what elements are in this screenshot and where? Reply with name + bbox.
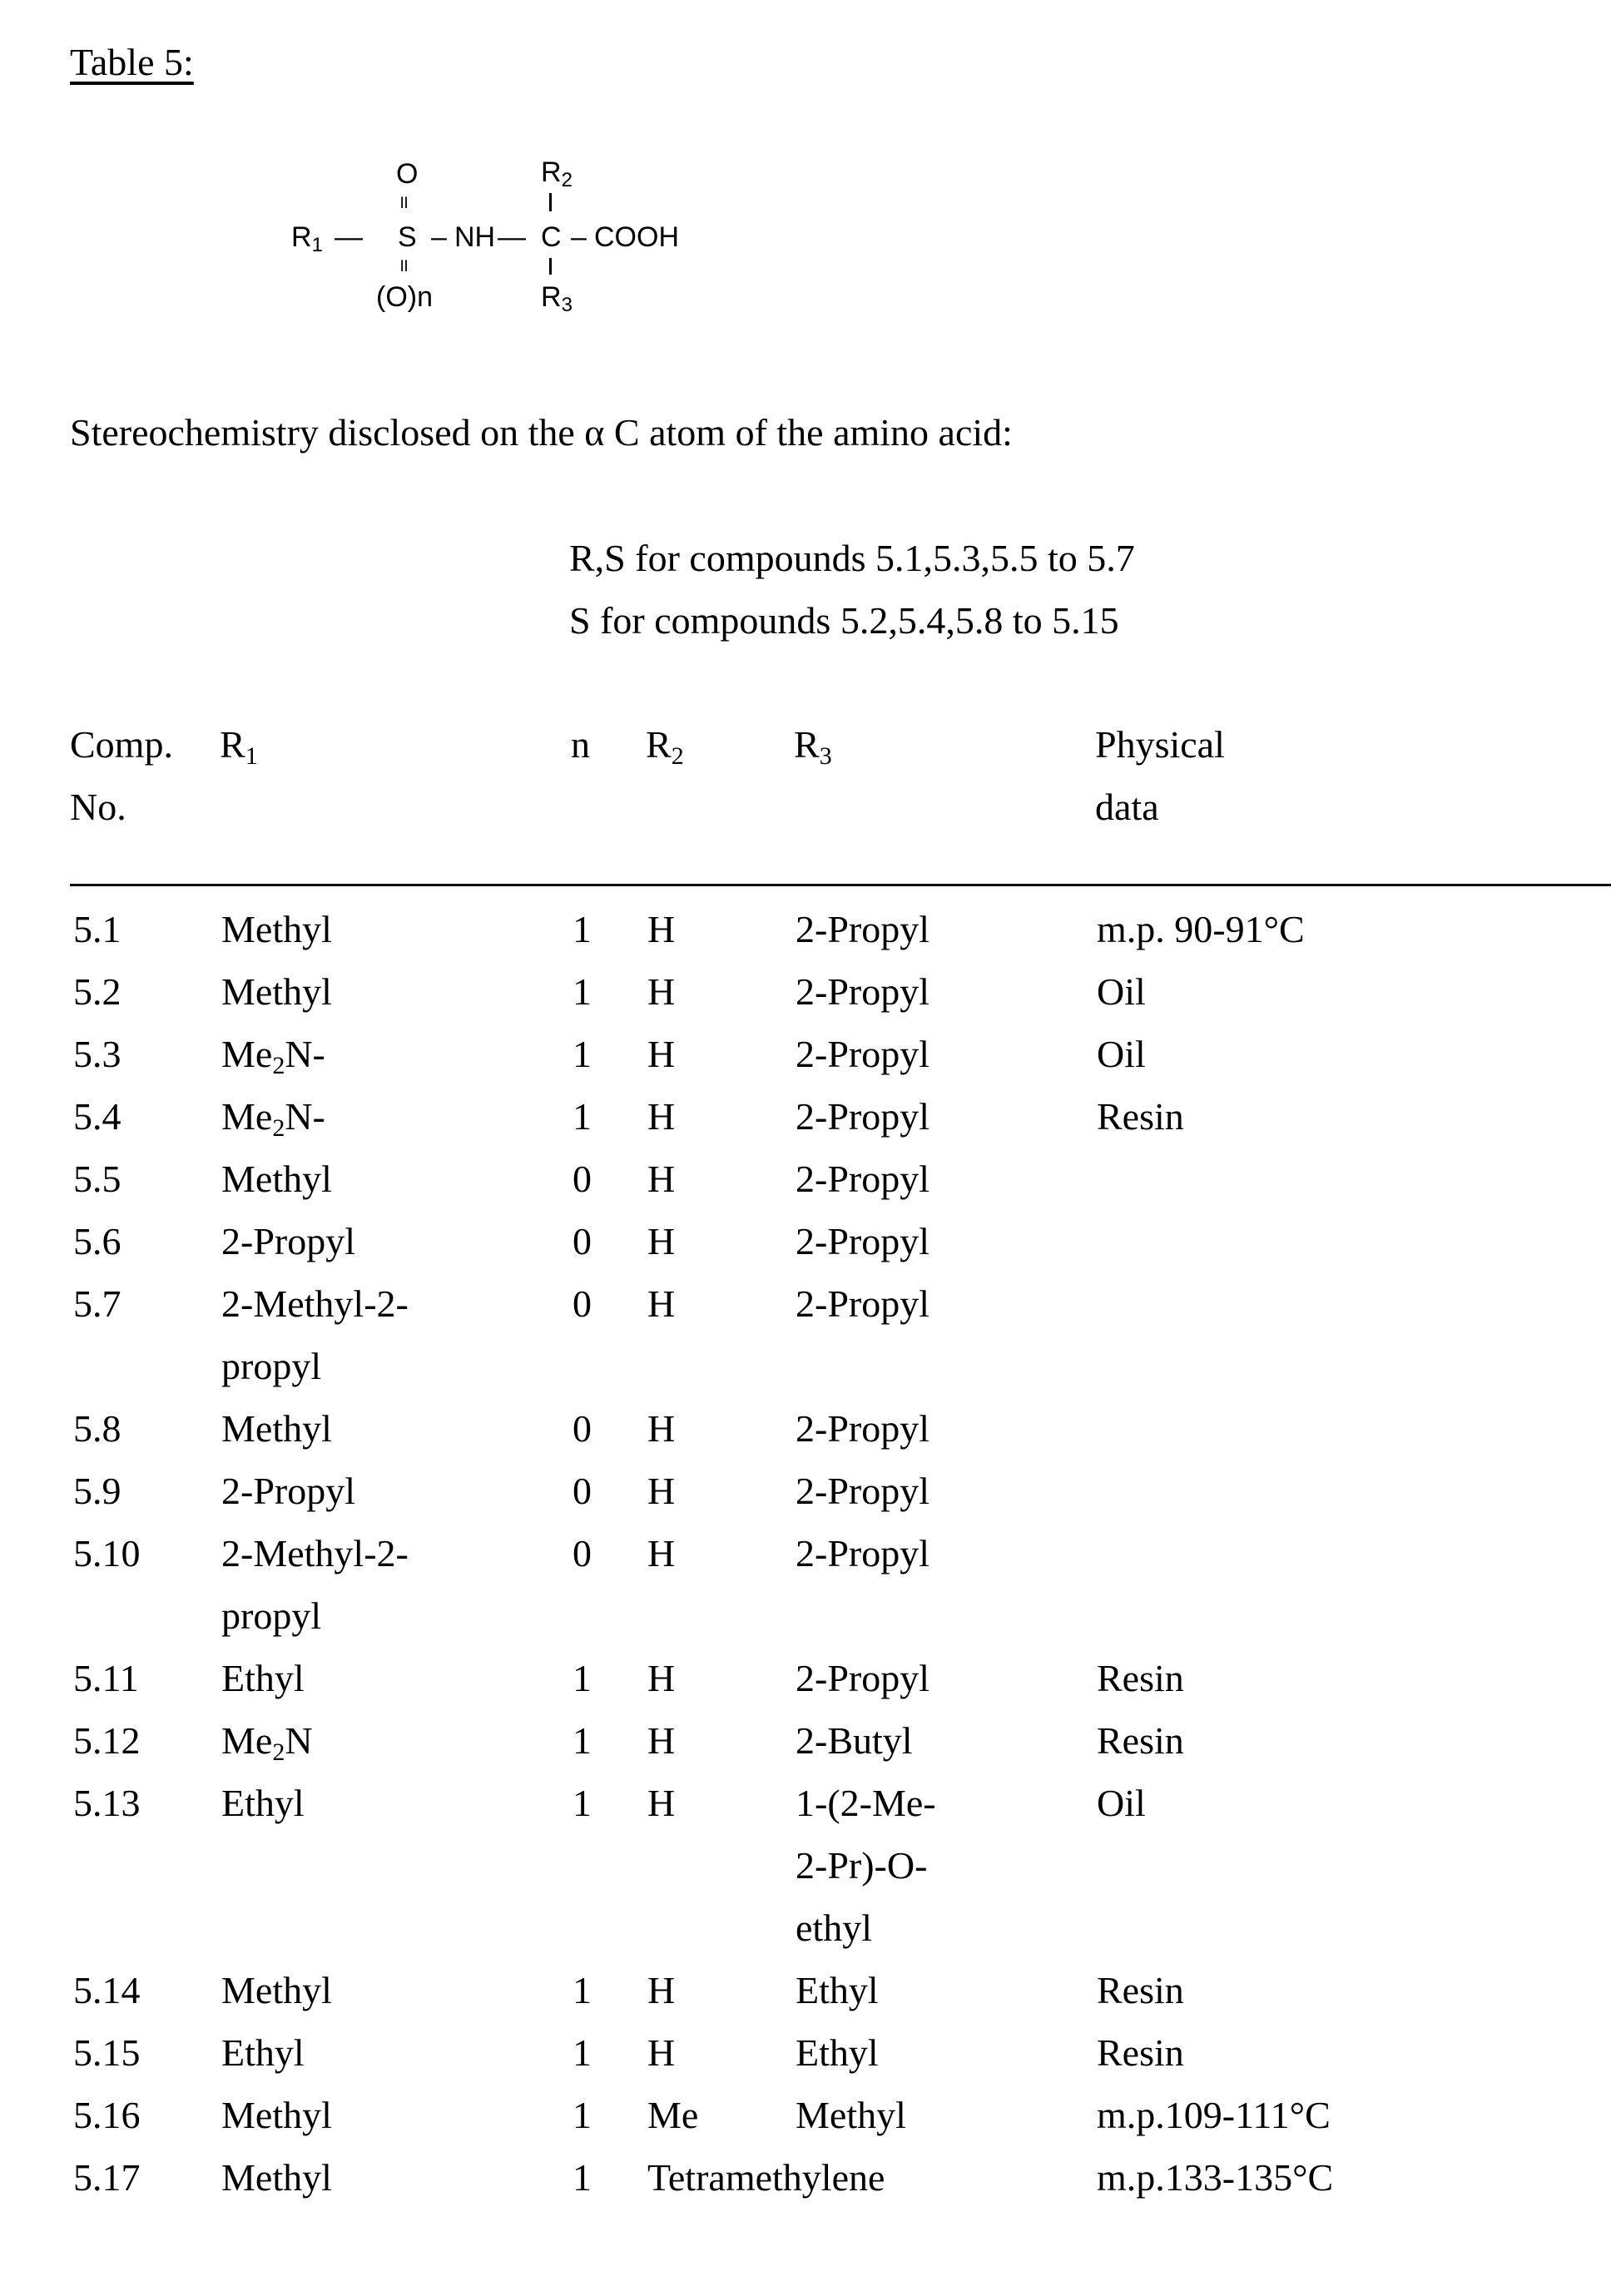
cell-r3: 2-Propyl xyxy=(796,1657,929,1699)
header-no: No. xyxy=(70,786,126,828)
cell-r3: 2-Propyl xyxy=(796,1158,929,1200)
structure-oxygen-top: O xyxy=(396,158,419,190)
table-row xyxy=(0,2031,1611,2096)
cell-physical-data: Resin xyxy=(1097,1657,1184,1699)
cell-r1: Ethyl xyxy=(221,1657,305,1699)
cell-r3: 2-Propyl xyxy=(796,908,929,950)
cell-comp-no: 5.1 xyxy=(73,908,121,950)
cell-n: 1 xyxy=(573,1657,592,1699)
cell-r2: H xyxy=(647,970,676,1013)
cell-n: 1 xyxy=(573,970,592,1013)
cell-comp-no: 5.9 xyxy=(73,1470,121,1512)
header-physical: Physical xyxy=(1095,723,1225,766)
cell-r1-continued: propyl xyxy=(221,1345,322,1387)
cell-r3: 2-Propyl xyxy=(796,1532,929,1574)
cell-r1: $Me_2N-$ xyxy=(221,1033,325,1079)
header-n: n xyxy=(571,723,590,766)
structure-r1: $R_1$ xyxy=(291,221,323,256)
cell-comp-no: 5.3 xyxy=(73,1033,121,1075)
cell-r2: H xyxy=(647,1158,676,1200)
cell-r1-continued: propyl xyxy=(221,1594,322,1637)
bond-c-r2-icon xyxy=(549,193,552,211)
stereochemistry-heading: Stereochemistry disclosed on the α C atom of the amino acid: xyxy=(70,411,1013,454)
structure-oxygen-n: (O)n xyxy=(376,281,433,313)
structure-cooh: COOH xyxy=(594,221,679,253)
cell-r2: H xyxy=(647,1282,676,1325)
cell-r2: Me xyxy=(647,2094,699,2136)
cell-r2: H xyxy=(647,1095,676,1138)
header-data: data xyxy=(1095,786,1159,828)
cell-r1: Methyl xyxy=(221,1969,332,2011)
cell-r1: Methyl xyxy=(221,2156,332,2199)
table-row xyxy=(0,2156,1611,2221)
cell-comp-no: 5.11 xyxy=(73,1657,139,1699)
cell-physical-data: Oil xyxy=(1097,1033,1146,1075)
header-r3: $R_3$ xyxy=(794,723,832,770)
cell-n: 1 xyxy=(573,1969,592,2011)
cell-r3: 2-Propyl xyxy=(796,970,929,1013)
structure-r3: $R_3$ xyxy=(541,281,573,316)
cell-n: 1 xyxy=(573,1719,592,1762)
cell-r1: Methyl xyxy=(221,908,332,950)
table-row xyxy=(0,1971,1611,2034)
table-row xyxy=(0,2096,1611,2159)
table-row xyxy=(0,1160,1611,1222)
cell-r3-continued: 2-Pr)-O- xyxy=(796,1844,928,1887)
cell-r3: Ethyl xyxy=(796,1969,879,2011)
table-row xyxy=(0,970,1611,1035)
cell-r1: $Me_2N-$ xyxy=(221,1095,325,1142)
bond-nh-c-icon: — xyxy=(498,221,526,253)
cell-r3: 2-Propyl xyxy=(796,1282,929,1325)
cell-comp-no: 5.17 xyxy=(73,2156,141,2199)
cell-r3-continued: ethyl xyxy=(796,1907,872,1949)
cell-comp-no: 5.12 xyxy=(73,1719,141,1762)
cell-physical-data: Resin xyxy=(1097,1095,1184,1138)
cell-comp-no: 5.7 xyxy=(73,1282,121,1325)
cell-comp-no: 5.8 xyxy=(73,1407,121,1450)
cell-r2-r3-combined: Tetramethylene xyxy=(647,2156,885,2199)
cell-comp-no: 5.16 xyxy=(73,2094,141,2136)
cell-r3: 2-Propyl xyxy=(796,1407,929,1450)
stereochemistry-rs-note: R,S for compounds 5.1,5.3,5.5 to 5.7 xyxy=(569,537,1135,579)
header-comp: Comp. xyxy=(70,723,173,766)
cell-physical-data: Resin xyxy=(1097,2031,1184,2074)
double-bond-bottom-icon: ॥ xyxy=(398,255,409,275)
cell-n: 1 xyxy=(573,1782,592,1824)
double-bond-top-icon: ॥ xyxy=(398,191,409,212)
cell-r3: 2-Butyl xyxy=(796,1719,913,1762)
cell-r1: Methyl xyxy=(221,970,332,1013)
cell-physical-data: Resin xyxy=(1097,1969,1184,2011)
cell-r3: 2-Propyl xyxy=(796,1470,929,1512)
cell-r2: H xyxy=(647,908,676,950)
cell-r2: H xyxy=(647,1220,676,1262)
cell-physical-data: m.p.133-135°C xyxy=(1097,2156,1334,2199)
cell-n: 1 xyxy=(573,2031,592,2074)
cell-r2: H xyxy=(647,1407,676,1450)
chemical-structure xyxy=(291,150,757,333)
cell-r1: 2-Propyl xyxy=(221,1220,355,1262)
cell-r3: Ethyl xyxy=(796,2031,879,2074)
cell-r2: H xyxy=(647,1782,676,1824)
table-row xyxy=(0,1282,1611,1347)
bond-c-r3-icon xyxy=(549,258,552,275)
cell-n: 0 xyxy=(573,1532,592,1574)
cell-comp-no: 5.15 xyxy=(73,2031,141,2074)
cell-physical-data: m.p. 90-91°C xyxy=(1097,908,1305,950)
bond-r1-s-icon: — xyxy=(335,221,363,253)
cell-n: 0 xyxy=(573,1407,592,1450)
cell-n: 1 xyxy=(573,1095,592,1138)
cell-n: 1 xyxy=(573,1033,592,1075)
structure-sulfur: S xyxy=(398,221,417,253)
table-row xyxy=(0,1035,1611,1098)
cell-n: 1 xyxy=(573,2094,592,2136)
structure-r2: $R_2$ xyxy=(541,156,573,191)
header-r2: $R_2$ xyxy=(646,723,684,770)
cell-n: 0 xyxy=(573,1220,592,1262)
cell-r2: H xyxy=(647,1033,676,1075)
structure-nh: NH xyxy=(454,221,496,253)
cell-r1: Methyl xyxy=(221,1158,332,1200)
cell-physical-data: Oil xyxy=(1097,1782,1146,1824)
cell-n: 1 xyxy=(573,2156,592,2199)
cell-r2: H xyxy=(647,2031,676,2074)
table-title: Table 5: xyxy=(70,41,194,83)
cell-r2: H xyxy=(647,1719,676,1762)
cell-n: 0 xyxy=(573,1282,592,1325)
cell-r1: Methyl xyxy=(221,2094,332,2136)
cell-r3: 1-(2-Me- xyxy=(796,1782,936,1824)
table-row xyxy=(0,910,1611,973)
cell-r1: 2-Methyl-2- xyxy=(221,1282,409,1325)
cell-comp-no: 5.14 xyxy=(73,1969,141,2011)
header-r1: $R_1$ xyxy=(220,723,258,770)
cell-r2: H xyxy=(647,1470,676,1512)
cell-r3: Methyl xyxy=(796,2094,906,2136)
cell-r2: H xyxy=(647,1532,676,1574)
cell-comp-no: 5.4 xyxy=(73,1095,121,1138)
cell-comp-no: 5.5 xyxy=(73,1158,121,1200)
cell-r1: $Me_2N$ xyxy=(221,1719,313,1766)
cell-physical-data: Oil xyxy=(1097,970,1146,1013)
table-row xyxy=(0,1407,1611,1472)
cell-r1: Ethyl xyxy=(221,2031,305,2074)
cell-comp-no: 5.2 xyxy=(73,970,121,1013)
bond-s-nh-icon: – xyxy=(431,221,447,253)
cell-r2: H xyxy=(647,1969,676,2011)
structure-carbon: C xyxy=(541,221,562,253)
table-row xyxy=(0,1532,1611,1597)
cell-r2: H xyxy=(647,1657,676,1699)
cell-r3: 2-Propyl xyxy=(796,1095,929,1138)
cell-comp-no: 5.13 xyxy=(73,1782,141,1824)
table-row xyxy=(0,1222,1611,1285)
cell-n: 0 xyxy=(573,1470,592,1512)
bond-c-cooh-icon: – xyxy=(571,221,587,253)
cell-physical-data: m.p.109-111°C xyxy=(1097,2094,1331,2136)
header-rule xyxy=(70,884,1611,886)
cell-n: 1 xyxy=(573,908,592,950)
cell-r1: 2-Propyl xyxy=(221,1470,355,1512)
table-row xyxy=(0,1095,1611,1160)
table-row xyxy=(0,1784,1611,1847)
cell-comp-no: 5.10 xyxy=(73,1532,141,1574)
cell-r1: 2-Methyl-2- xyxy=(221,1532,409,1574)
cell-r1: Methyl xyxy=(221,1407,332,1450)
table-row xyxy=(0,1472,1611,1535)
cell-r1: Ethyl xyxy=(221,1782,305,1824)
cell-n: 0 xyxy=(573,1158,592,1200)
cell-r3: 2-Propyl xyxy=(796,1033,929,1075)
table-row xyxy=(0,1659,1611,1722)
cell-comp-no: 5.6 xyxy=(73,1220,121,1262)
cell-physical-data: Resin xyxy=(1097,1719,1184,1762)
table-row xyxy=(0,1719,1611,1784)
stereochemistry-s-note: S for compounds 5.2,5.4,5.8 to 5.15 xyxy=(569,599,1119,642)
cell-r3: 2-Propyl xyxy=(796,1220,929,1262)
